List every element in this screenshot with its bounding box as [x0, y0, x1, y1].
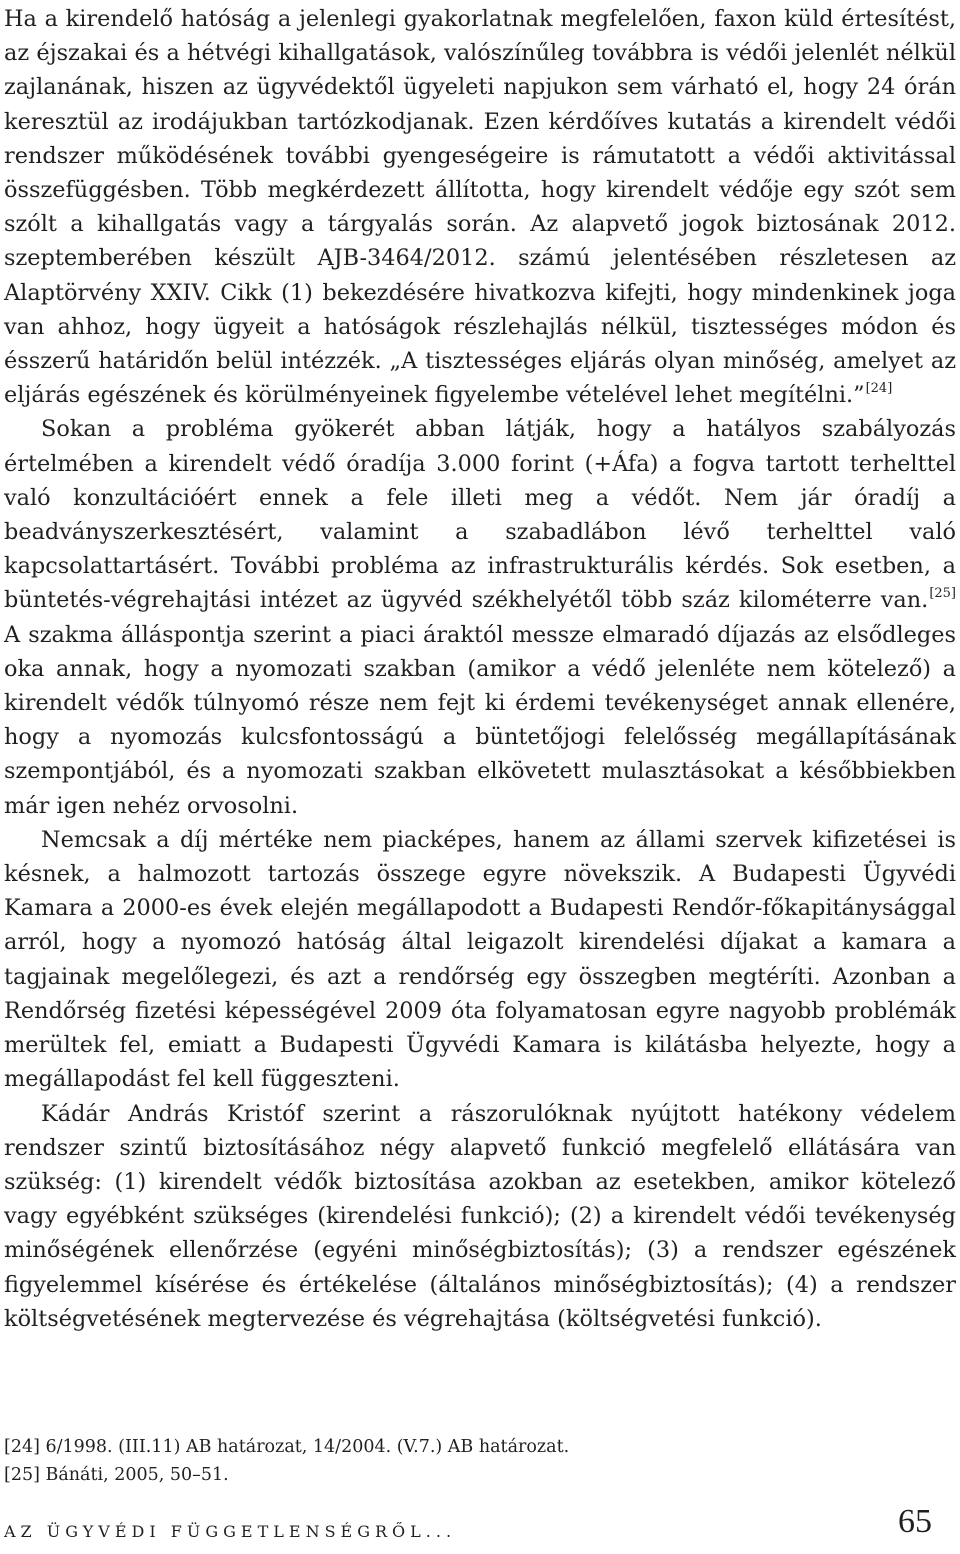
footnotes [4, 1433, 944, 1489]
paragraph-text: Ha a kirendelő hatóság a jelenlegi gyakorlatnak megfelelően, faxon küld értesítést, az éjszakai és a hétvégi kihallgatások, valószínűleg továbbra is védői jelenlét nélkül zajlanának, hiszen az ügyvédektől ügyeleti napjukon sem várható el, hogy 24 órán keresztül az irodájukban tartózkodjanak. Ezen kérdőíves kutatás a kirendelt védői rendszer működésének további gyengeségeire is rámutatott a védői aktivitással összefüggésben. Több megkérdezett állította, hogy kirendelt védője egy szót sem szólt a kihallgatás vagy a tárgyalás során. Az alapvető jogok biztosának 2012. szeptemberében készült AJB-3464/2012. számú jelentésében részletesen az Alaptörvény XXIV. Cikk (1) bekezdésére hivatkozva kifejti, hogy mindenkinek joga van ahhoz, hogy ügyeit a hatóságok részlehajlás nélkül, tisztességes módon és ésszerű határidőn belül intézzék. „A tisztességes eljárás olyan minőség, amelyet az eljárás egészének és körülményeinek figyelembe vételével lehet megítélni.” [4, 6, 956, 409]
footnote-ref-25[interactable]: [25] [929, 586, 956, 602]
paragraph-text: Sokan a probléma gyökerét abban látják, hogy a hatályos szabályozás értelmében a kirendelt védő óradíja 3.000 forint (+Áfa) a fogva tartott terhelttel való konzultációért ennek a fele illeti meg a védőt. Nem jár óradíj a beadványszerkesztésért, valamint a szabadlábon lévő terhelttel való kapcsolattartásért. További probléma az infrastrukturális kérdés. Sok esetben, a büntetés-végrehajtási intézet az ügyvéd székhelyétől több száz kilométerre van. [4, 416, 956, 614]
footnote-24: [24] 6/1998. (III.11) AB határozat, 14/2004. (V.7.) AB határozat. [4, 1437, 570, 1457]
running-footer-title: AZ ÜGYVÉDI FÜGGETLENSÉGRŐL... [4, 1522, 457, 1541]
paragraph-3 [4, 823, 956, 1097]
paragraph-text: Kádár András Kristóf szerint a rászorulóknak nyújtott hatékony védelem rendszer szintű biztosításához négy alapvető funkció megfelelő ellátására van szükség: (1) kirendelt védők biztosítása azokban az esetekben, amikor kötelező vagy egyébként szükséges (kirendelési funkció); (2) a kirendelt védői tevékenység minőségének ellenőrzése (egyéni minőségbiztosítás); (3) a rendszer egészének figyelemmel kísérése és értékelése (általános minőségbiztosítás); (4) a rendszer költségvetésének megtervezése és végrehajtása (költségvetési funkció). [4, 1100, 956, 1332]
footnote-ref-24[interactable]: [24] [865, 381, 893, 397]
paragraph-2 [4, 412, 956, 822]
page-number: 65 [898, 1503, 932, 1540]
paragraph-1 [4, 2, 956, 412]
paragraph-text: Nemcsak a díj mértéke nem piacképes, hanem az állami szervek kifizetései is késnek, a halmozott tartozás összege egyre növekszik. A Budapesti Ügyvédi Kamara a 2000-es évek elején megállapodott a Budapesti Rendőr-főkapitánysággal arról, hogy a nyomozó hatóság által leigazolt kirendelési díjakat a kamara a tagjainak megelőlegezi, és azt a rendőrség egy összegben megtéríti. Azonban a Rendőrség fizetési képességével 2009 óta folyamatosan egyre nagyobb problémák merültek fel, emiatt a Budapesti Ügyvédi Kamara is kilátásba helyezte, hogy a megállapodást fel kell függeszteni. [4, 826, 956, 1093]
body-text [4, 2, 956, 1336]
paragraph-4 [4, 1097, 956, 1336]
paragraph-text-continued: A szakma álláspontja szerint a piaci áraktól messze elmaradó díjazás az elsődleges oka annak, hogy a nyomozati szakban (amikor a védő jelenléte nem kötelező) a kirendelt védők túlnyomó része nem fejt ki érdemi tevékenységet annak ellenére, hogy a nyomozás kulcsfontosságú a büntetőjogi felelősség megállapításának szempontjából, és a nyomozati szakban elkövetett mulasztásokat a későbbiekben már igen nehéz orvosolni. [4, 621, 956, 819]
footnote-25: [25] Bánáti, 2005, 50–51. [4, 1465, 229, 1485]
